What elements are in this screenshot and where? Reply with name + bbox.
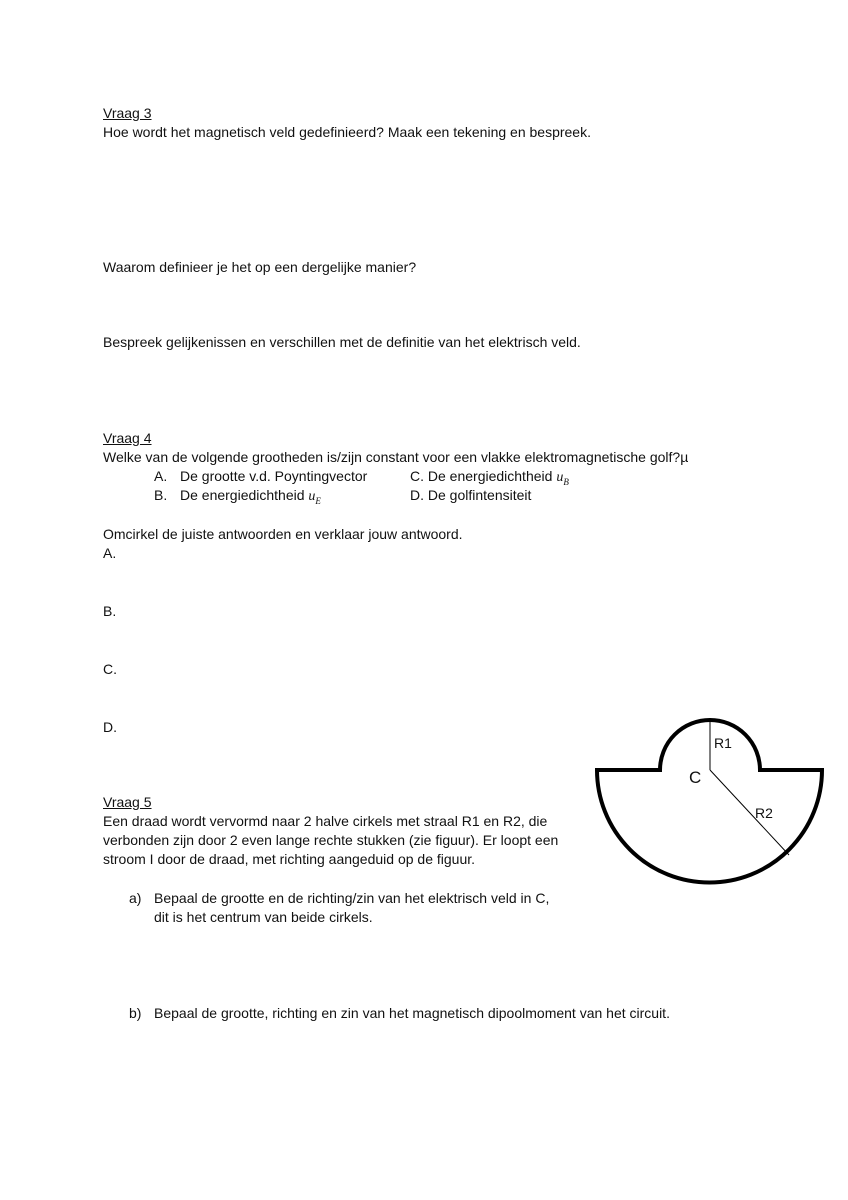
- q4-answer-b: B.: [103, 603, 117, 619]
- q5-a-line1: Bepaal de grootte en de richting/zin van het elektrisch veld in C,: [154, 890, 550, 906]
- q4-option-d-text: D. De golfintensiteit: [410, 487, 532, 503]
- q5-a-line2: dit is het centrum van beide cirkels.: [154, 909, 373, 925]
- q3-subquestion-compare: Bespreek gelijkenissen en verschillen met de definitie van het elektrisch veld.: [103, 334, 581, 350]
- label-r2: R2: [755, 805, 773, 821]
- q4-heading: Vraag 4: [103, 430, 152, 446]
- q4-instruction: Omcirkel de juiste antwoorden en verklaar jouw antwoord.: [103, 526, 463, 542]
- q5-heading: Vraag 5: [103, 794, 152, 810]
- q4-answer-d: D.: [103, 719, 117, 735]
- q4-answer-c: C.: [103, 661, 117, 677]
- q4-option-c-symbol: u: [556, 470, 564, 485]
- q5-a-label: a): [129, 890, 142, 906]
- q4-option-c-text: C. De energiedichtheid: [410, 468, 553, 484]
- q4-option-c-subscript: B: [563, 476, 569, 487]
- q3-question: Hoe wordt het magnetisch veld gedefinieerd? Maak een tekening en bespreek.: [103, 124, 591, 140]
- q4-option-a-text: De grootte v.d. Poyntingvector: [180, 468, 368, 484]
- radius-r2-line: [710, 770, 789, 855]
- q5-text-line2: verbonden zijn door 2 even lange rechte stukken (zie figuur). Er loopt een: [103, 832, 559, 848]
- q4-option-b-subscript: E: [315, 495, 321, 506]
- q5-b-line1: Bepaal de grootte, richting en zin van het magnetisch dipoolmoment van het circuit.: [154, 1005, 670, 1021]
- q5-text-line1: Een draad wordt vervormd naar 2 halve cirkels met straal R1 en R2, die: [103, 813, 548, 829]
- q4-option-a-letter: A.: [154, 468, 168, 484]
- q4-question: Welke van de volgende grootheden is/zijn constant voor een vlakke elektromagnetische golf?µ: [103, 449, 689, 465]
- q4-option-b-symbol: u: [308, 489, 316, 504]
- q4-option-b-letter: B.: [154, 487, 168, 503]
- q4-answer-a: A.: [103, 545, 117, 561]
- q3-subquestion-why: Waarom definieer je het op een dergelijke manier?: [103, 259, 417, 275]
- q5-text-line3: stroom I door de draad, met richting aangeduid op de figuur.: [103, 851, 476, 867]
- q4-option-b-text: De energiedichtheid: [180, 487, 305, 503]
- label-r1: R1: [714, 735, 732, 751]
- q3-heading: Vraag 3: [103, 105, 152, 121]
- q5-b-label: b): [129, 1005, 142, 1021]
- label-center-c: C: [689, 768, 702, 787]
